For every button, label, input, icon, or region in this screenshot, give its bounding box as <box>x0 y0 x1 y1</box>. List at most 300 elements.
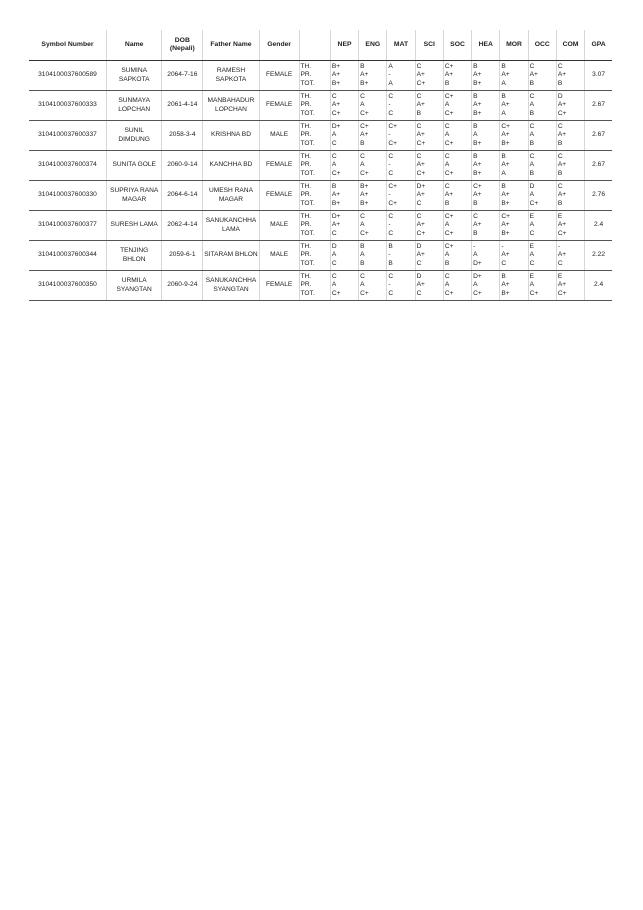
mark-type-label: PR. <box>300 251 312 259</box>
grade-value: A <box>473 251 478 259</box>
grade-value: - <box>388 71 391 79</box>
grade-value: B <box>473 229 478 237</box>
grade-value: C+ <box>444 243 454 251</box>
grade-value: B <box>360 243 365 251</box>
gender-cell: MALE <box>259 241 299 271</box>
grade-value: C <box>529 153 535 161</box>
grade-value: C+ <box>444 169 454 177</box>
grade-value: B <box>501 63 506 71</box>
grade-value: C <box>388 273 394 281</box>
mark-type-label: TH. <box>300 63 312 71</box>
grade-value: D+ <box>331 213 341 221</box>
header-subject-sci: SCI <box>415 30 443 61</box>
grade-value: B <box>557 79 563 87</box>
grade-value: A <box>444 221 450 229</box>
grade-cell-sci <box>415 211 443 241</box>
grade-cell-mor <box>500 151 528 181</box>
grade-value: C <box>388 93 394 101</box>
dob-cell: 2059-6-1 <box>162 241 203 271</box>
mark-type-label: PR. <box>300 281 312 289</box>
grade-value: A <box>501 79 506 87</box>
grade-value: B <box>529 139 535 147</box>
grade-value: C <box>444 183 450 191</box>
grade-value: A+ <box>416 281 425 289</box>
grade-cell-soc <box>443 241 471 271</box>
grade-value: B <box>529 109 535 117</box>
father-name-cell: MANBAHADUR LOPCHAN <box>203 91 260 121</box>
table-row <box>29 211 612 241</box>
grade-value: B <box>473 199 478 207</box>
grade-value: B+ <box>360 79 369 87</box>
grade-value: C <box>444 153 450 161</box>
grade-cell-mor <box>500 181 528 211</box>
grade-value: E <box>557 213 563 221</box>
grade-value: C+ <box>557 229 567 237</box>
grade-cell-eng <box>359 121 387 151</box>
grade-value: A+ <box>529 71 538 79</box>
table-row <box>29 91 612 121</box>
father-name-cell: SANUKANCHHA LAMA <box>203 211 260 241</box>
student-name-cell: URMILA SYANGTAN <box>106 271 161 301</box>
header-name: Name <box>106 30 161 61</box>
grade-cell-occ <box>528 211 556 241</box>
gender-cell: FEMALE <box>259 181 299 211</box>
header-mark-type <box>299 30 330 61</box>
grade-value: - <box>388 191 391 199</box>
mark-type-label: TH. <box>300 123 312 131</box>
grade-cell-nep <box>330 271 358 301</box>
table-row <box>29 241 612 271</box>
grade-cell-hea <box>472 91 500 121</box>
dob-cell: 2061-4-14 <box>162 91 203 121</box>
grade-value: A <box>529 101 535 109</box>
grade-cell-nep <box>330 151 358 181</box>
grade-value: B <box>473 153 478 161</box>
grade-value: A+ <box>557 161 567 169</box>
grade-value: A+ <box>557 221 567 229</box>
gender-cell: MALE <box>259 121 299 151</box>
grade-value: C+ <box>416 139 426 147</box>
grade-value: B <box>501 183 506 191</box>
symbol-number-cell: 3104100037600344 <box>29 241 106 271</box>
father-name-cell: UMESH RANA MAGAR <box>203 181 260 211</box>
grade-value: B <box>331 183 337 191</box>
grade-cell-eng <box>359 241 387 271</box>
grade-cell-soc <box>443 61 471 91</box>
header-subject-mat: MAT <box>387 30 415 61</box>
grade-value: C+ <box>416 79 426 87</box>
mark-type-label: TH. <box>300 93 312 101</box>
mark-type-label: TH. <box>300 183 312 191</box>
grade-cell-mor <box>500 121 528 151</box>
mark-type-cell <box>299 211 330 241</box>
grade-value: C <box>557 63 563 71</box>
mark-type-label: TOT. <box>300 109 315 117</box>
grade-value: C <box>416 289 422 297</box>
mark-type-label: TOT. <box>300 139 315 147</box>
grade-value: A <box>529 161 535 169</box>
grade-value: B <box>444 199 450 207</box>
grade-value: B <box>388 243 393 251</box>
grade-value: C <box>331 229 337 237</box>
grade-value: C+ <box>360 123 369 131</box>
grade-value: C+ <box>444 93 454 101</box>
grade-value: A <box>444 161 450 169</box>
gpa-cell: 2.4 <box>585 211 612 241</box>
grade-value: B+ <box>360 183 369 191</box>
father-name-cell: KRISHNA BD <box>203 121 260 151</box>
student-name-cell: SUNITA GOLE <box>106 151 161 181</box>
grade-value: C <box>360 93 365 101</box>
grade-cell-mat <box>387 91 415 121</box>
grade-cell-mor <box>500 271 528 301</box>
grade-value: C <box>388 109 394 117</box>
grade-value: A <box>473 131 478 139</box>
grade-cell-mor <box>500 211 528 241</box>
grade-value: A <box>444 101 450 109</box>
grade-cell-nep <box>330 61 358 91</box>
header-father-name: Father Name <box>203 30 260 61</box>
grade-value: A+ <box>501 131 510 139</box>
grade-cell-com <box>556 271 584 301</box>
mark-type-cell <box>299 61 330 91</box>
grade-value: A+ <box>473 161 482 169</box>
grade-value: - <box>501 243 504 251</box>
grade-value: C+ <box>388 183 398 191</box>
grade-value: A+ <box>473 191 482 199</box>
mark-type-label: TH. <box>300 153 312 161</box>
grade-value: C <box>331 153 337 161</box>
grade-value: C+ <box>360 109 369 117</box>
dob-cell: 2064-7-16 <box>162 61 203 91</box>
grade-value: C <box>331 259 337 267</box>
gpa-cell: 2.67 <box>585 151 612 181</box>
grade-value: B+ <box>473 109 482 117</box>
grade-cell-com <box>556 61 584 91</box>
grade-value: C+ <box>501 123 511 131</box>
symbol-number-cell: 3104100037600374 <box>29 151 106 181</box>
grade-cell-mat <box>387 151 415 181</box>
grade-cell-occ <box>528 181 556 211</box>
grade-value: C+ <box>360 289 369 297</box>
grade-value: B <box>501 273 506 281</box>
grade-value: A <box>360 161 365 169</box>
header-subject-eng: ENG <box>359 30 387 61</box>
grade-cell-soc <box>443 211 471 241</box>
grade-value: A <box>388 63 393 71</box>
grade-value: C+ <box>331 109 341 117</box>
grade-value: C <box>416 153 422 161</box>
grade-value: B <box>501 93 506 101</box>
grade-value: B <box>444 79 450 87</box>
grade-value: B <box>473 93 478 101</box>
mark-type-label: TH. <box>300 213 312 221</box>
grade-value: C <box>331 93 337 101</box>
grade-value: A+ <box>331 221 341 229</box>
grade-value: A+ <box>501 251 510 259</box>
grade-cell-soc <box>443 121 471 151</box>
grade-value: A+ <box>331 191 341 199</box>
grade-value: A+ <box>360 131 369 139</box>
grade-value: A+ <box>331 71 341 79</box>
grade-value: C+ <box>360 169 369 177</box>
grade-value: C+ <box>444 63 454 71</box>
grade-cell-mat <box>387 181 415 211</box>
table-row <box>29 61 612 91</box>
mark-type-label: TOT. <box>300 259 315 267</box>
grade-value: A <box>388 79 393 87</box>
grade-value: - <box>473 243 476 251</box>
grade-value: C+ <box>501 213 511 221</box>
grade-cell-sci <box>415 271 443 301</box>
grade-value: B <box>360 259 365 267</box>
gender-cell: FEMALE <box>259 151 299 181</box>
grade-cell-soc <box>443 271 471 301</box>
grade-value: A+ <box>331 101 341 109</box>
symbol-number-cell: 3104100037600333 <box>29 91 106 121</box>
grade-value: A <box>501 109 506 117</box>
grade-cell-occ <box>528 121 556 151</box>
grade-value: E <box>557 273 563 281</box>
grade-value: B <box>557 139 563 147</box>
grade-value: C <box>529 63 535 71</box>
mark-type-cell <box>299 151 330 181</box>
grade-value: B+ <box>501 139 510 147</box>
grade-cell-sci <box>415 91 443 121</box>
symbol-number-cell: 3104100037600330 <box>29 181 106 211</box>
grade-value: C+ <box>557 109 567 117</box>
grade-cell-com <box>556 181 584 211</box>
table-row <box>29 121 612 151</box>
grade-value: - <box>388 161 391 169</box>
grade-cell-eng <box>359 61 387 91</box>
grade-value: A <box>529 191 535 199</box>
grade-value: C <box>557 123 563 131</box>
grade-value: A+ <box>360 191 369 199</box>
grade-cell-mat <box>387 271 415 301</box>
grade-value: C+ <box>529 289 539 297</box>
grade-value: A+ <box>557 281 567 289</box>
grade-value: A <box>331 161 337 169</box>
grade-cell-com <box>556 211 584 241</box>
header-gender: Gender <box>259 30 299 61</box>
grade-value: C+ <box>444 213 454 221</box>
father-name-cell: SANUKANCHHA SYANGTAN <box>203 271 260 301</box>
grade-value: A+ <box>416 221 425 229</box>
grade-cell-occ <box>528 151 556 181</box>
header-row <box>29 30 612 61</box>
grade-value: C <box>388 213 394 221</box>
grade-value: C+ <box>444 289 454 297</box>
mark-type-label: TOT. <box>300 79 315 87</box>
grade-value: D+ <box>473 273 482 281</box>
grade-value: C <box>416 63 422 71</box>
grade-value: A+ <box>473 221 482 229</box>
grade-value: A <box>529 281 535 289</box>
grade-value: A <box>331 131 337 139</box>
father-name-cell: RAMESH SAPKOTA <box>203 61 260 91</box>
grade-value: B <box>557 169 563 177</box>
grade-value: C <box>331 139 337 147</box>
grade-value: A <box>529 251 535 259</box>
grade-value: - <box>557 243 561 251</box>
grade-value: D <box>331 243 337 251</box>
mark-type-label: PR. <box>300 221 312 229</box>
grade-value: B+ <box>473 79 482 87</box>
father-name-cell: SITARAM BHLON <box>203 241 260 271</box>
grade-cell-hea <box>472 181 500 211</box>
grade-value: A <box>360 281 365 289</box>
header-subject-com: COM <box>556 30 584 61</box>
mark-type-label: TH. <box>300 273 312 281</box>
grade-value: C+ <box>360 229 369 237</box>
gpa-cell: 2.67 <box>585 121 612 151</box>
grade-value: C <box>416 199 422 207</box>
grade-value: A+ <box>501 71 510 79</box>
grade-value: C <box>388 229 394 237</box>
grade-value: A+ <box>416 191 425 199</box>
grade-value: A <box>360 221 365 229</box>
grade-cell-eng <box>359 91 387 121</box>
grade-value: B+ <box>473 139 482 147</box>
table-row <box>29 181 612 211</box>
grade-cell-mat <box>387 121 415 151</box>
grade-value: A+ <box>501 221 510 229</box>
grade-value: C <box>360 153 365 161</box>
grade-cell-occ <box>528 241 556 271</box>
grade-value: A <box>529 221 535 229</box>
grade-value: C+ <box>388 123 398 131</box>
grade-value: C <box>529 229 535 237</box>
grade-value: A+ <box>416 251 425 259</box>
grade-value: C <box>416 123 422 131</box>
grade-value: B <box>416 109 422 117</box>
grade-value: B <box>444 259 450 267</box>
grade-value: C <box>557 183 563 191</box>
grade-value: C+ <box>444 109 454 117</box>
grade-value: - <box>388 251 391 259</box>
grade-value: C <box>360 273 365 281</box>
grade-value: A+ <box>501 161 510 169</box>
grade-value: A <box>331 281 337 289</box>
header-subject-soc: SOC <box>443 30 471 61</box>
grade-value: B <box>501 153 506 161</box>
table-row <box>29 151 612 181</box>
grade-value: - <box>388 101 391 109</box>
grade-value: B <box>529 169 535 177</box>
grade-cell-com <box>556 151 584 181</box>
grade-value: A+ <box>444 71 454 79</box>
grade-value: A+ <box>416 71 425 79</box>
grade-cell-eng <box>359 211 387 241</box>
grade-value: A+ <box>501 101 510 109</box>
grade-value: C <box>529 259 535 267</box>
grade-value: B <box>360 139 365 147</box>
grade-value: A+ <box>473 101 482 109</box>
header-symbol-number: Symbol Number <box>29 30 106 61</box>
grade-value: A <box>360 101 365 109</box>
grade-cell-hea <box>472 151 500 181</box>
dob-cell: 2062-4-14 <box>162 211 203 241</box>
grade-value: A+ <box>501 281 510 289</box>
grade-value: E <box>529 243 535 251</box>
grade-value: C <box>557 259 563 267</box>
grade-value: A+ <box>473 71 482 79</box>
grade-cell-mor <box>500 241 528 271</box>
mark-type-label: TOT. <box>300 199 315 207</box>
grade-value: C+ <box>444 139 454 147</box>
mark-type-label: PR. <box>300 131 312 139</box>
student-name-cell: SUNMAYA LOPCHAN <box>106 91 161 121</box>
grade-value: D <box>557 93 563 101</box>
grade-cell-occ <box>528 91 556 121</box>
grade-cell-mat <box>387 61 415 91</box>
grade-cell-occ <box>528 61 556 91</box>
grade-value: C <box>529 123 535 131</box>
grade-value: C+ <box>444 229 454 237</box>
gpa-cell: 2.4 <box>585 271 612 301</box>
mark-type-label: PR. <box>300 161 312 169</box>
grade-value: C <box>416 93 422 101</box>
header-subject-mor: MOR <box>500 30 528 61</box>
grade-value: B+ <box>501 199 510 207</box>
grade-cell-mat <box>387 211 415 241</box>
grade-value: - <box>388 281 391 289</box>
grade-value: B+ <box>331 79 341 87</box>
gender-cell: MALE <box>259 211 299 241</box>
student-name-cell: SUNIL DIMDUNG <box>106 121 161 151</box>
grade-value: A+ <box>416 101 425 109</box>
grade-value: C <box>444 123 450 131</box>
grade-cell-nep <box>330 241 358 271</box>
grade-value: D <box>416 273 422 281</box>
grade-value: A <box>529 131 535 139</box>
mark-type-label: PR. <box>300 191 312 199</box>
grade-value: D <box>416 243 422 251</box>
grade-cell-nep <box>330 211 358 241</box>
gender-cell: FEMALE <box>259 91 299 121</box>
header-gpa: GPA <box>585 30 612 61</box>
grade-value: A <box>444 251 450 259</box>
grade-value: C <box>473 213 478 221</box>
grade-value: A <box>360 251 365 259</box>
grade-value: - <box>388 221 391 229</box>
grade-value: A+ <box>557 71 567 79</box>
grade-value: B <box>473 63 478 71</box>
grade-value: C <box>557 153 563 161</box>
grade-value: A+ <box>501 191 510 199</box>
gpa-cell: 2.67 <box>585 91 612 121</box>
gender-cell: FEMALE <box>259 61 299 91</box>
grade-value: A+ <box>557 101 567 109</box>
mark-type-cell <box>299 241 330 271</box>
grade-value: C <box>388 289 394 297</box>
grade-value: C+ <box>557 289 567 297</box>
grade-cell-nep <box>330 91 358 121</box>
grade-value: C+ <box>473 183 482 191</box>
student-name-cell: SUMINA SAPKOTA <box>106 61 161 91</box>
grade-value: B <box>529 79 535 87</box>
grade-value: C <box>529 93 535 101</box>
grade-value: A+ <box>416 131 425 139</box>
dob-cell: 2064-6-14 <box>162 181 203 211</box>
symbol-number-cell: 3104100037600377 <box>29 211 106 241</box>
grade-cell-sci <box>415 241 443 271</box>
grade-value: B+ <box>331 199 341 207</box>
grade-value: B <box>360 63 365 71</box>
grade-value: C+ <box>331 169 341 177</box>
mark-type-cell <box>299 181 330 211</box>
